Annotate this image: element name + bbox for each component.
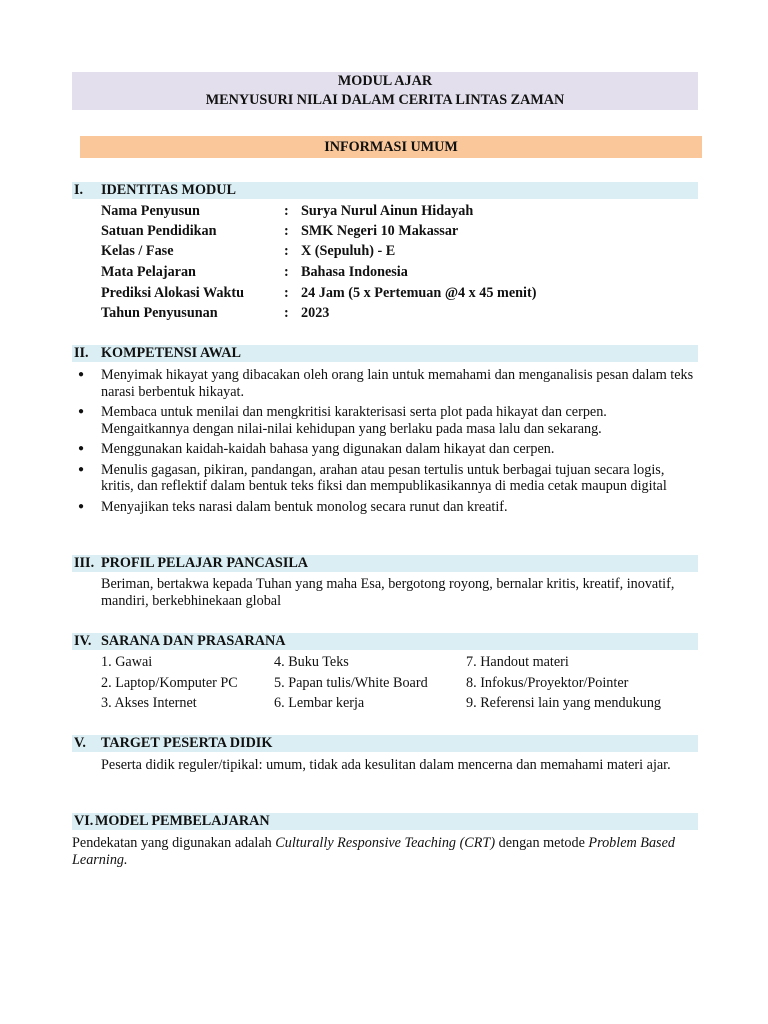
module-title-line2: MENYUSURI NILAI DALAM CERITA LINTAS ZAMAN [205,92,565,108]
sarana-item: 5. Papan tulis/White Board [274,675,428,691]
sarana-item: 2. Laptop/Komputer PC [101,675,238,691]
list-item-text: Menyimak hikayat yang dibacakan oleh orang lain untuk memahami dan menganalisis pesan dalam teks narasi berbentuk hikayat. [101,367,694,400]
identity-colon: : [284,285,289,301]
model-text [72,835,702,869]
bullet-icon: ● [78,500,85,512]
identity-value: SMK Negeri 10 Makassar [301,223,459,239]
bullet-icon: ● [78,369,85,380]
identity-colon: : [284,223,289,239]
model-text-part: dengan metode [495,835,589,851]
identity-colon: : [284,305,289,321]
list-item-text: Membaca untuk menilai dan mengkritisi karakterisasi serta plot pada hikayat dan cerpen. Mengaitkannya dengan nilai-nilai kehidupan yang berlaku pada masa lalu dan sekarang. [101,404,607,437]
section-title: MODEL PEMBELAJARAN [95,813,270,829]
module-title-line1: MODUL AJAR [337,73,433,89]
list-item [78,499,698,516]
identity-key: Satuan Pendidikan [101,223,217,239]
section-number: VI. [74,813,94,829]
sarana-item: 8. Infokus/Proyektor/Pointer [466,675,629,691]
list-item [78,441,698,458]
section-sarana-heading [72,633,698,650]
identity-value: 2023 [301,305,330,321]
section-number: II. [74,345,89,361]
identity-key: Kelas / Fase [101,243,174,259]
bullet-icon: ● [78,443,85,454]
list-item-text: Menulis gagasan, pikiran, pandangan, arahan atau pesan tertulis untuk berbagai tujuan secara logis, kritis, dan reflektif dalam bentuk teks fiksi dan mempublikasikannya di media cetak maupun digital [101,461,667,494]
section-title: PROFIL PELAJAR PANCASILA [101,555,309,571]
list-item-text: Menyajikan teks narasi dalam bentuk monolog secara runut dan kreatif. [101,498,508,515]
list-item [78,367,698,400]
model-text-part: Pendekatan yang digunakan adalah [72,835,276,851]
module-title-box [72,72,698,110]
list-item [78,404,698,437]
sarana-item: 3. Akses Internet [101,695,197,711]
section-target-heading [72,735,698,752]
section-kompetensi-heading [72,345,698,362]
identity-key: Mata Pelajaran [101,264,196,280]
model-text-italic: Culturally Responsive Teaching (CRT) [275,835,496,851]
sarana-item: 4. Buku Teks [274,654,349,670]
identity-value: 24 Jam (5 x Pertemuan @4 x 45 menit) [301,285,537,301]
identity-key: Tahun Penyusunan [101,305,218,321]
section-profil-heading [72,555,698,572]
section-title: KOMPETENSI AWAL [101,345,241,361]
list-item [78,462,698,495]
section-number: IV. [74,633,92,649]
identity-key: Prediksi Alokasi Waktu [101,285,244,301]
identity-colon: : [284,243,289,259]
model-text-italic: Problem Based Learning. [72,835,675,868]
target-text: Peserta didik reguler/tipikal: umum, tidak ada kesulitan dalam mencerna dan memahami materi ajar. [101,757,671,773]
section-number: V. [74,735,86,751]
identity-value: Surya Nurul Ainun Hidayah [301,203,474,219]
section-number: III. [74,555,95,571]
identity-value: X (Sepuluh) - E [301,243,396,259]
competency-list [78,367,698,519]
sarana-item: 1. Gawai [101,654,153,670]
identity-value: Bahasa Indonesia [301,264,408,280]
sarana-item: 6. Lembar kerja [274,695,365,711]
identity-key: Nama Penyusun [101,203,200,219]
bullet-icon: ● [78,406,85,417]
sarana-item: 9. Referensi lain yang mendukung [466,695,662,711]
info-umum-heading: INFORMASI UMUM [80,136,702,158]
section-title: IDENTITAS MODUL [101,182,236,198]
identity-colon: : [284,264,289,280]
list-item-text: Menggunakan kaidah-kaidah bahasa yang digunakan dalam hikayat dan cerpen. [101,441,555,457]
section-identitas-heading [72,182,698,199]
section-title: SARANA DAN PRASARANA [101,633,286,649]
section-title: TARGET PESERTA DIDIK [101,735,273,751]
identity-colon: : [284,203,289,219]
section-number: I. [74,182,84,198]
profil-text: Beriman, bertakwa kepada Tuhan yang maha Esa, bergotong royong, bernalar kritis, kreatif, inovatif, mandiri, berkebhinekaan global [101,576,675,609]
section-model-heading [72,813,698,830]
bullet-icon: ● [78,463,85,475]
sarana-item: 7. Handout materi [466,654,569,670]
